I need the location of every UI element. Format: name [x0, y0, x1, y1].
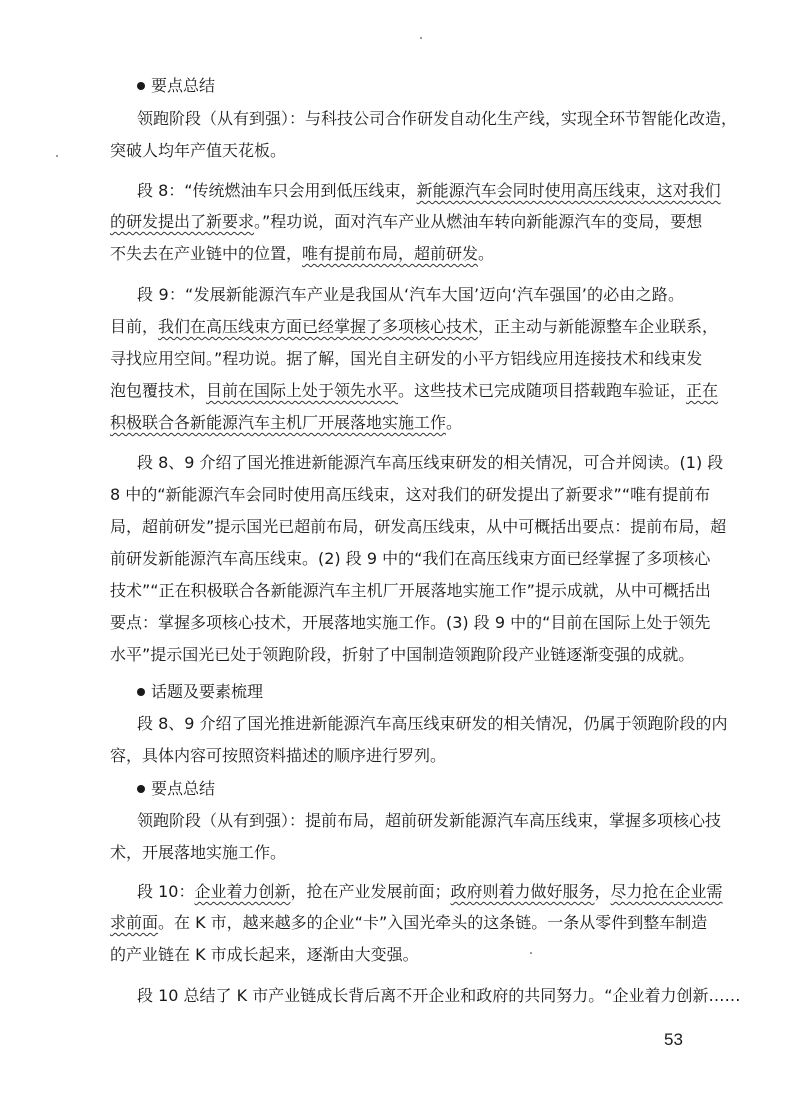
paragraph-8-line: 的研发提出了新要求。”程功说，面对汽车产业从燃油车转向新能源汽车的变局，要想: [110, 212, 703, 231]
topic-line: 段 8、9 介绍了国光推进新能源汽车高压线束研发的相关情况，仍属于领跑阶段的内: [137, 714, 728, 733]
paragraph-8-line: 不失去在产业链中的位置，唯有提前布局，超前研发。: [110, 244, 495, 263]
summary-line: 领跑阶段（从有到强）：与科技公司合作研发自动化生产线，实现全环节智能化改造，: [137, 109, 738, 128]
paragraph-9-line: 泡包覆技术，目前在国际上处于领先水平。这些技术已完成随项目搭载跑车验证，正在: [110, 381, 719, 400]
scan-speck: [56, 155, 58, 157]
paragraph-10-line: 求前面。在 K 市，越来越多的企业“卡”入国光牵头的这条链。一条从零件到整车制造: [110, 913, 708, 932]
bullet-icon: [137, 785, 145, 793]
analysis-line: 段 8、9 介绍了国光推进新能源汽车高压线束研发的相关情况，可合并阅读。(1) 段: [137, 453, 724, 472]
summary-line: 突破人均年产值天花板。: [110, 141, 287, 160]
summary-line: 领跑阶段（从有到强）：提前布局，超前研发新能源汽车高压线束，掌握多项核心技: [137, 811, 722, 830]
paragraph-9-line: 目前，我们在高压线束方面已经掌握了多项核心技术，正主动与新能源整车企业联系，: [110, 317, 719, 336]
bullet-icon: [137, 82, 145, 90]
paragraph-9-line: 积极联合各新能源汽车主机厂开展落地实施工作。: [110, 413, 463, 432]
section-heading: 要点总结: [137, 75, 215, 97]
analysis-line: 要点：掌握多项核心技术，开展落地实施工作。(3) 段 9 中的“目前在国际上处于领先: [110, 613, 711, 632]
paragraph-8-line: 段 8：“传统燃油车只会用到低压线束，新能源汽车会同时使用高压线束，这对我们: [137, 181, 721, 200]
bullet-icon: [137, 688, 145, 696]
topic-line: 容，具体内容可按照资料描述的顺序进行罗列。: [110, 746, 447, 765]
scan-speck: [530, 952, 532, 954]
analysis-line: 8 中的“新能源汽车会同时使用高压线束，这对我们的研发提出了新要求”“唯有提前布: [110, 485, 711, 504]
analysis-line: 局，超前研发”提示国光已超前布局，研发高压线束，从中可概括出要点：提前布局，超: [110, 517, 727, 536]
scan-speck: [420, 37, 422, 39]
paragraph-10-line: 的产业链在 K 市成长起来，逐渐由大变强。: [110, 945, 419, 964]
paragraph-10-line: 段 10：企业着力创新，抢在产业发展前面；政府则着力做好服务，尽力抢在企业需: [137, 882, 723, 901]
paragraph-9-line: 段 9：“发展新能源汽车产业是我国从‘汽车大国’迈向‘汽车强国’的必由之路。: [137, 285, 684, 304]
analysis-line: 水平”提示国光已处于领跑阶段，折射了中国制造领跑阶段产业链逐渐变强的成就。: [110, 645, 695, 664]
paragraph-9-line: 寻找应用空间。”程功说。据了解，国光自主研发的小平方铝线应用连接技术和线束发: [110, 349, 703, 368]
section-heading: 要点总结: [137, 778, 215, 800]
page-number: 53: [664, 1030, 683, 1049]
analysis-line: 技术”“正在积极联合各新能源汽车主机厂开展落地实施工作”提示成就，从中可概括出: [110, 581, 711, 600]
section-heading: 话题及要素梳理: [137, 681, 263, 703]
summary-line: 术，开展落地实施工作。: [110, 843, 287, 862]
analysis-line: 段 10 总结了 K 市产业链成长背后离不开企业和政府的共同努力。“企业着力创新……: [137, 986, 741, 1005]
analysis-line: 前研发新能源汽车高压线束。(2) 段 9 中的“我们在高压线束方面已经掌握了多项核心: [110, 549, 711, 568]
